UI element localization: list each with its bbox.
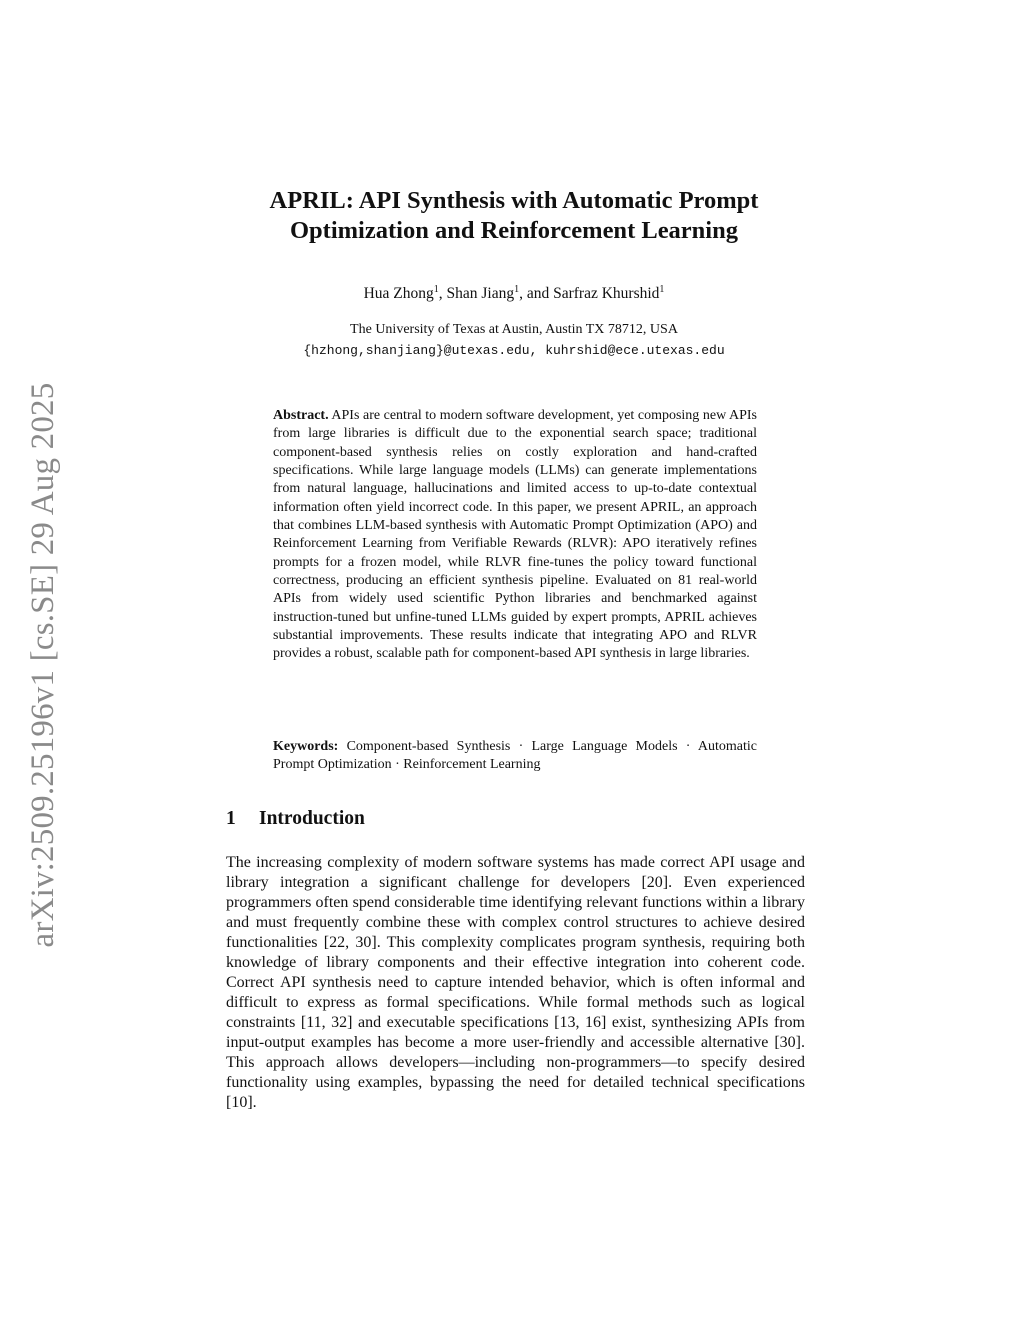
affiliation-mark: 1 [659, 284, 665, 295]
author-emails: {hzhong,shanjiang}@utexas.edu, kuhrshid@ece.utexas.edu [303, 343, 725, 358]
abstract-label: Abstract. [273, 408, 329, 423]
author-name: Shan Jiang [446, 285, 515, 303]
affiliation-mark: 1 [433, 284, 439, 295]
author-separator: , [438, 285, 447, 303]
arxiv-identifier-text: arXiv:2509.25196v1 [cs.SE] 29 Aug 2025 [25, 382, 61, 948]
introduction-paragraph: The increasing complexity of modern software systems has made correct API usage and library integration a significant challenge for developers [20]. Even experienced programmers often spend considerable time identifying relevant functions within a library and must frequently combine these with complex control structures to achieve desired functionalities [22, 30]. This complexity complicates program synthesis, requiring both knowledge of library components and their effective integration into coherent code. Correct API synthesis need to capture intended behavior, which is often informal and difficult to express as formal specifications. While formal methods such as logical constraints [11, 32] and executable specifications [13, 16] exist, synthesizing APIs from input-output examples has become a more user-friendly and accessible alternative [30]. This approach allows developers—including non-programmers—to specify desired functionality using examples, bypassing the need for detailed technical specifications [10]. [226, 854, 805, 1111]
abstract [273, 407, 757, 664]
author-list [200, 284, 828, 303]
abstract-text: APIs are central to modern software development, yet composing new APIs from large libraries is difficult due to the exponential search space; traditional component-based synthesis relies on costly exploration and hand-crafted specifications. While large language models (LLMs) can generate implementations from natural language, hallucinations and limited access to up-to-date contextual information often yield incorrect code. In this paper, we present APRIL, an approach that combines LLM-based synthesis with Automatic Prompt Optimization (APO) and Reinforcement Learning from Verifiable Rewards (RLVR): APO iteratively refines prompts for a frozen model, while RLVR fine-tunes the policy toward functional correctness, producing an efficient synthesis pipeline. Evaluated on 81 real-world APIs from widely used scientific Python libraries and benchmarked against instruction-tuned but unfine-tuned LLMs guided by expert prompts, APRIL achieves substantial improvements. These results indicate that integrating APO and RLVR provides a robust, scalable path for component-based API synthesis in large libraries. [273, 408, 757, 662]
paper-title: APRIL: API Synthesis with Automatic Prompt Optimization and Reinforcement Learning [269, 187, 759, 244]
keywords [273, 738, 757, 775]
arxiv-identifier-stamp [20, 370, 66, 960]
section-number: 1 [226, 808, 236, 829]
author-name: Hua Zhong [363, 285, 434, 303]
section-heading [226, 808, 365, 830]
keywords-label: Keywords: [273, 739, 339, 754]
affiliation-line: The University of Texas at Austin, Austin TX 78712, USA [350, 322, 678, 337]
affiliation-block [200, 319, 828, 361]
keywords-text: Component-based Synthesis · Large Language Models · Automatic Prompt Optimization · Reinforcement Learning [273, 739, 758, 773]
section-title: Introduction [259, 808, 365, 829]
author-name: Sarfraz Khurshid [553, 285, 660, 303]
author-separator: , and [519, 285, 554, 303]
affiliation-mark: 1 [514, 284, 520, 295]
